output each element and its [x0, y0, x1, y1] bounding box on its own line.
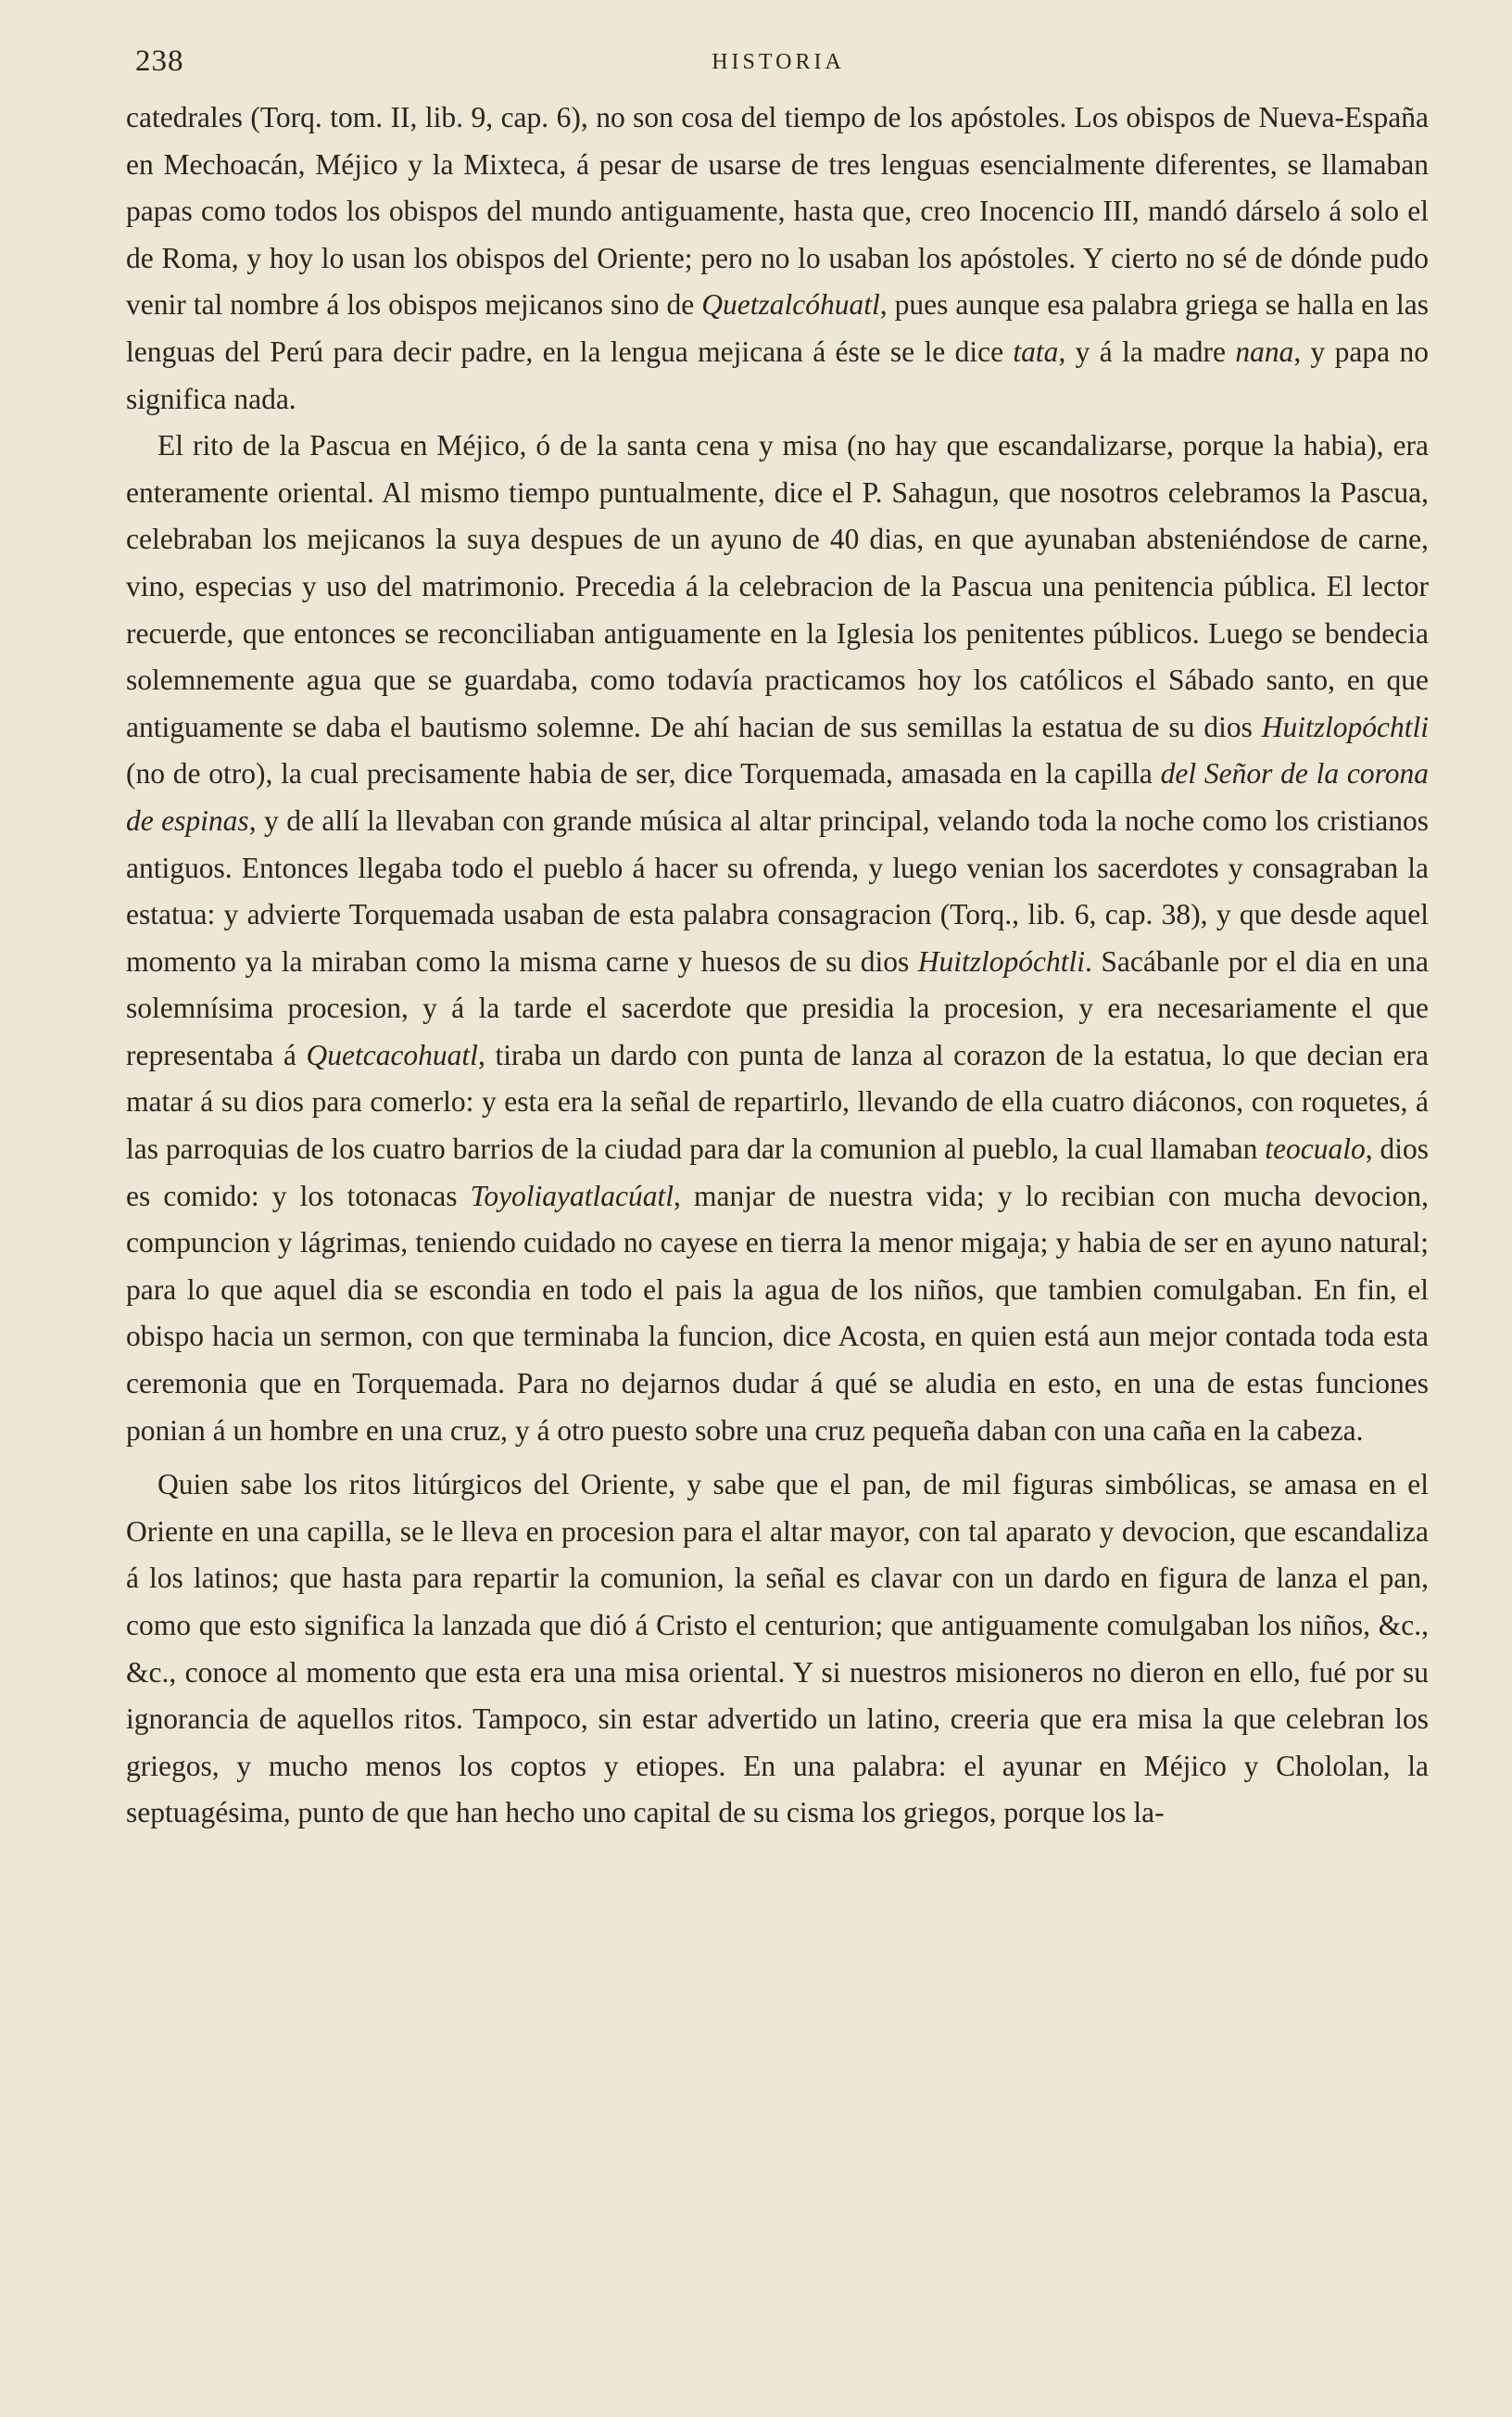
text-run: , pues aunque esa palabra griega se halla en las lenguas del Perú para decir padre, en la lengua mejicana á éste se le dice: [126, 288, 1429, 368]
text-run: (no de otro), la cual precisamente habia de ser, dice Torquemada, amasada en la capilla: [126, 757, 1161, 791]
page-header: [126, 44, 1430, 82]
paragraph: [126, 1462, 1429, 1837]
text-run: , dios es comido: y los totonacas: [126, 1133, 1429, 1212]
body-text: [126, 95, 1429, 1837]
italic-term: Huitzlopóchtli: [1261, 710, 1429, 743]
text-run: Quien sabe los ritos litúrgicos del Oriente, y sabe que el pan, de mil figuras simbólicas, se amasa en el Oriente en una capilla, se le lleva en procesion para el altar mayor, con tal aparato y devocion, que escandaliza á los latinos; que hasta para repartir la comunion, la señal es clavar con un dardo en figura de lanza el pan, como que esto significa la lanzada que dió á Cristo el centurion; que antiguamente comulgaban los niños, &c., &c., conoce al momento que esta era una misa oriental. Y si nuestros misioneros no dieron en ello, fué por su ignorancia de aquellos ritos. Tampoco, sin estar advertido un latino, creeria que era misa la que celebran los griegos, y mucho menos los coptos y etiopes. En una palabra: el ayunar en Méjico y Chololan, la septuagésima, punto de que han hecho uno capital de su cisma los griegos, porque los la-: [126, 1468, 1429, 1829]
page-number: 238: [135, 44, 184, 78]
text-run: , tiraba un dardo con punta de lanza al corazon de la estatua, lo que decian era matar á su dios para comerlo: y esta era la señal de repartirlo, llevando de ella cuatro diáconos, con roquetes, á las parroquias de los cuatro barrios de la ciudad para dar la comunion al pueblo, la cual llamaban: [126, 1038, 1429, 1166]
running-head: HISTORIA: [712, 50, 845, 74]
italic-term: del Señor de la corona de espinas: [126, 757, 1429, 837]
text-run: El rito de la Pascua en Méjico, ó de la santa cena y misa (no hay que escandalizarse, porque la habia), era enteramente oriental. Al mismo tiempo puntualmente, dice el P. Sahagun, que nosotros celebramos la Pascua, celebraban los mejicanos la suya despues de un ayuno de 40 dias, en que ayunaban absteniéndose de carne, vino, especias y uso del matrimonio. Precedia á la celebracion de la Pascua una penitencia pública. El lector recuerde, que entonces se reconciliaban antiguamente en la Iglesia los penitentes públicos. Luego se bendecia solemnemente agua que se guardaba, como todavía practicamos hoy los católicos el Sábado santo, en que antiguamente se daba el bautismo solemne. De ahí hacian de sus semillas la estatua de su dios: [126, 429, 1429, 743]
italic-term: Toyoliayatlacúatl: [470, 1179, 674, 1212]
text-run: catedrales (Torq. tom. II, lib. 9, cap. 6), no son cosa del tiempo de los apóstoles. Los obispos de Nueva-España en Mechoacán, Méjico y la Mixteca, á pesar de usarse de tres lenguas esencialmente diferentes, se llamaban papas como todos los obispos del mundo antiguamente, hasta que, creo Inocencio III, mandó dárselo á solo el de Roma, y hoy lo usan los obispos del Oriente; pero no lo usaban los apóstoles. Y cierto no sé de dónde pudo venir tal nombre á los obispos mejicanos sino de: [126, 101, 1429, 322]
italic-term: nana: [1235, 335, 1294, 368]
italic-term: teocualo: [1265, 1133, 1366, 1166]
italic-term: Quetzalcóhuatl: [701, 288, 880, 322]
paragraph: [126, 95, 1429, 423]
text-run: , manjar de nuestra vida; y lo recibian con mucha devocion, compuncion y lágrimas, teniendo cuidado no cayese en tierra la menor migaja; y habia de ser en ayuno natural; para lo que aquel dia se escondia en todo el pais la agua de los niños, que tambien comulgaban. En fin, el obispo hacia un sermon, con que terminaba la funcion, dice Acosta, en quien está aun mejor contada toda esta ceremonia que en Torquemada. Para no dejarnos dudar á qué se aludia en esto, en una de estas funciones ponian á un hombre en una cruz, y á otro puesto sobre una cruz pequeña daban con una caña en la cabeza.: [126, 1179, 1429, 1447]
text-run: . Sacábanle por el dia en una solemnísima procesion, y á la tarde el sacerdote que presidia la procesion, y era necesariamente el que representaba á: [126, 944, 1429, 1071]
italic-term: Quetcacohuatl: [306, 1038, 478, 1071]
italic-term: tata: [1013, 335, 1059, 368]
text-run: , y á la madre: [1058, 335, 1236, 368]
text-run: , y papa no significa nada.: [126, 335, 1429, 415]
text-run: , y de allí la llevaban con grande música al altar principal, velando toda la noche como los cristianos antiguos. Entonces llegaba todo el pueblo á hacer su ofrenda, y luego venian los sacerdotes y consagraban la estatua: y advierte Torquemada usaban de esta palabra consagracion (Torq., lib. 6, cap. 38), y que desde aquel momento ya la miraban como la misma carne y huesos de su dios: [126, 804, 1430, 978]
paragraph: [126, 423, 1429, 1454]
italic-term: Huitzlopóchtli: [917, 944, 1086, 978]
